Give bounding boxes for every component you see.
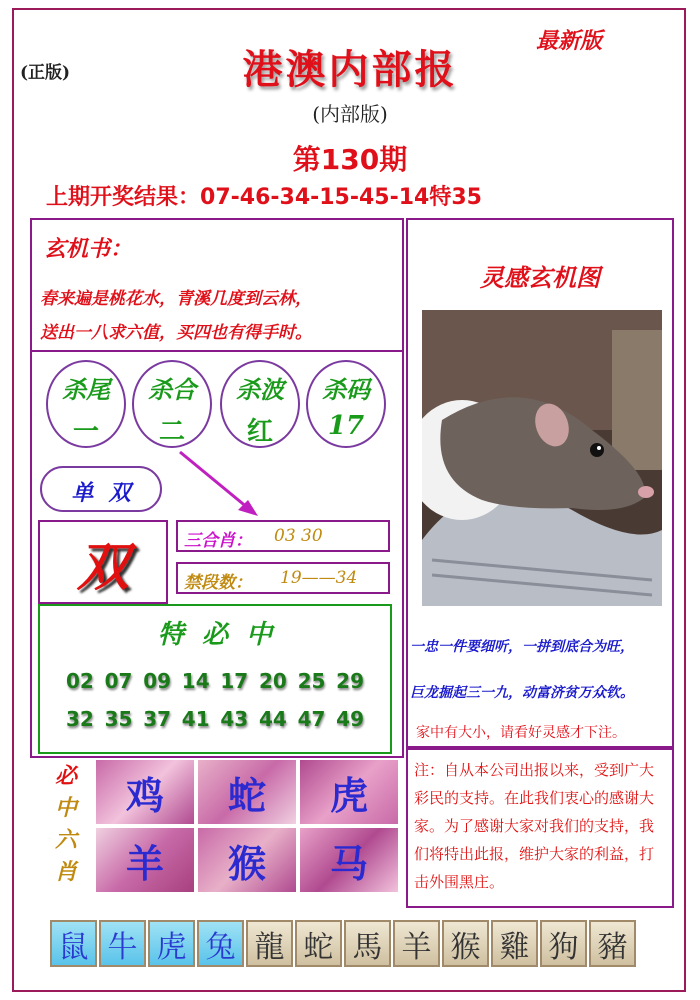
- zodiac-cell: 狗: [540, 920, 587, 967]
- animal-cell: 马: [300, 828, 398, 892]
- special-row-1: [40, 669, 390, 693]
- special-number: 32: [66, 707, 94, 731]
- animal-cell: 猴: [198, 828, 296, 892]
- sanhe-label: 三合肖：: [184, 531, 252, 551]
- zodiac-cell: 虎: [148, 920, 195, 967]
- arrow-icon: [176, 448, 262, 520]
- must-six-char: 肖: [54, 859, 77, 885]
- pick-label: 杀尾: [62, 375, 110, 404]
- must-six-char: 必: [54, 763, 77, 789]
- zodiac-cell: 猴: [442, 920, 489, 967]
- special-number: 43: [220, 707, 249, 731]
- animal-cell: 蛇: [198, 760, 296, 824]
- special-number: 25: [297, 669, 326, 693]
- zodiac-cell: 馬: [344, 920, 391, 967]
- animal-cell: 鸡: [96, 760, 194, 824]
- special-number: 35: [104, 707, 133, 731]
- zodiac-cell: 羊: [393, 920, 440, 967]
- edition-right: 最新版: [536, 28, 603, 54]
- page-title: 港澳内部报: [242, 46, 458, 93]
- issue-number: 第130期: [292, 143, 408, 176]
- special-number: 29: [336, 669, 364, 693]
- rat-picture: [422, 310, 662, 606]
- special-number: 02: [66, 669, 94, 693]
- special-number: 49: [336, 707, 364, 731]
- special-box: [38, 604, 392, 754]
- odd-even-label: 单 双: [71, 480, 131, 506]
- odd-even-oval: [40, 466, 162, 512]
- special-number: 47: [297, 707, 326, 731]
- special-row-2: [40, 707, 390, 731]
- xuanji-title: 玄机书：: [44, 236, 133, 262]
- must-six-label: [48, 760, 84, 888]
- notice-text: 注：自从本公司出报以来，受到广大彩民的支持。在此我们衷心的感谢大家。为了感谢大家对我们的支持，我们将特出此报，维护大家的利益，打击外围黑庄。: [414, 761, 655, 891]
- jin-duan-value: 19——34: [280, 568, 358, 588]
- must-six-grid: [96, 760, 398, 892]
- odd-even-result: 双: [76, 536, 129, 598]
- sanhe-box: [176, 520, 390, 552]
- edition-left: (正版): [20, 63, 71, 83]
- special-number: 17: [220, 669, 249, 693]
- jin-duan-label: 禁段数：: [184, 573, 252, 593]
- pick-value: 17: [327, 411, 365, 441]
- last-result-label: 上期开奖结果：: [46, 185, 201, 210]
- inspiration-poem-1: 一忠一件要细听，一拼到底合为旺，: [410, 639, 634, 655]
- must-six-char: 中: [54, 795, 77, 821]
- special-number: 07: [104, 669, 133, 693]
- divider: [30, 350, 404, 352]
- odd-even-result-box: [38, 520, 168, 604]
- pick-oval-3: [220, 360, 300, 448]
- pick-value: 红: [246, 417, 273, 447]
- pick-oval-4: [306, 360, 386, 448]
- must-six-char: 六: [54, 827, 77, 853]
- zodiac-cell: 牛: [99, 920, 146, 967]
- special-number: 41: [181, 707, 210, 731]
- pick-value: 一: [72, 417, 99, 447]
- inspiration-note: 家中有大小，请看好灵感才下注。: [416, 725, 626, 741]
- pick-value: 二: [158, 417, 185, 447]
- zodiac-bar: [50, 920, 638, 967]
- zodiac-cell: 豬: [589, 920, 636, 967]
- xuanji-line-1: 春来遍是桃花水，青溪几度到云林，: [40, 289, 312, 309]
- special-number: 14: [181, 669, 210, 693]
- special-number: 44: [258, 707, 287, 731]
- zodiac-cell: 蛇: [295, 920, 342, 967]
- pick-label: 杀合: [148, 375, 196, 404]
- special-number: 37: [143, 707, 172, 731]
- animal-cell: 虎: [300, 760, 398, 824]
- pick-label: 杀码: [322, 375, 370, 404]
- zodiac-cell: 兔: [197, 920, 244, 967]
- inspiration-poem-2: 巨龙掘起三一九，动富济贫万众钦。: [410, 685, 634, 701]
- last-result: [46, 180, 482, 211]
- xuanji-line-2: 送出一八求六值，买四也有得手时。: [40, 323, 312, 343]
- jin-duan-box: [176, 562, 390, 594]
- special-title: 特 必 中: [157, 620, 273, 650]
- last-result-value: 07-46-34-15-45-14特35: [200, 185, 482, 210]
- inspiration-title: 灵感玄机图: [480, 263, 600, 292]
- zodiac-cell: 龍: [246, 920, 293, 967]
- subtitle: (内部版): [312, 102, 388, 126]
- pick-label: 杀波: [236, 375, 284, 404]
- notice-box: [406, 748, 674, 908]
- special-number: 09: [143, 669, 172, 693]
- animal-cell: 羊: [96, 828, 194, 892]
- zodiac-cell: 鼠: [50, 920, 97, 967]
- zodiac-cell: 雞: [491, 920, 538, 967]
- sanhe-value: 03 30: [274, 526, 323, 546]
- pick-oval-1: [46, 360, 126, 448]
- special-number: 20: [258, 669, 287, 693]
- pick-oval-2: [132, 360, 212, 448]
